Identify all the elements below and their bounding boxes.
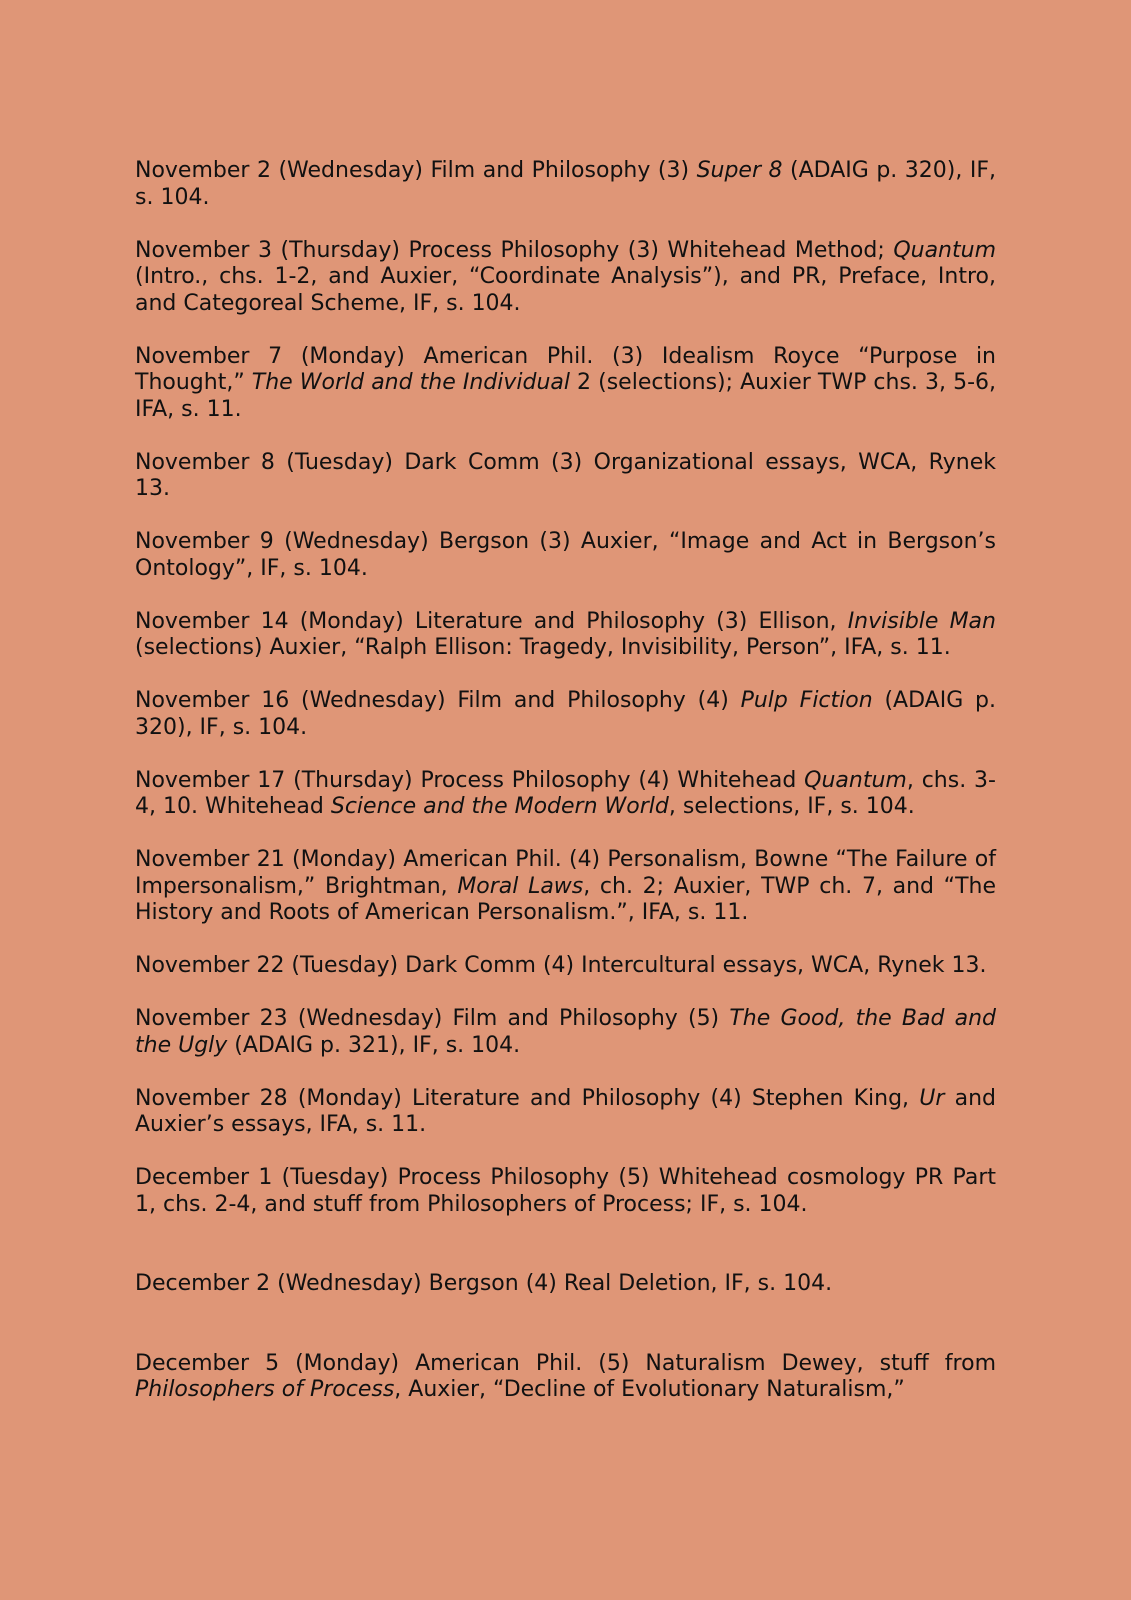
schedule-entry-nov-7: November 7 (Monday) American Phil. (3) Idealism Royce “Purpose in Thought,” The World and the Individual 2 (selections); Auxier TWP chs. 3, 5-6, IFA, s. 11.: [135, 343, 996, 422]
schedule-entry-nov-3: November 3 (Thursday) Process Philosophy (3) Whitehead Method; Quantum (Intro., chs. 1-2, and Auxier, “Coordinate Analysis”), and PR, Preface, Intro, and Categoreal Scheme, IF, s. 104.: [135, 237, 996, 316]
schedule-entry-dec-1: December 1 (Tuesday) Process Philosophy (5) Whitehead cosmology PR Part 1, chs. 2-4, and stuff from Philosophers of Process; IF, s. 104.: [135, 1165, 996, 1217]
schedule-entry-nov-28: November 28 (Monday) Literature and Philosophy (4) Stephen King, Ur and Auxier’s essays, IFA, s. 11.: [135, 1085, 996, 1137]
schedule-entry-nov-2: November 2 (Wednesday) Film and Philosophy (3) Super 8 (ADAIG p. 320), IF, s. 104.: [135, 158, 996, 210]
schedule-entry-nov-16: November 16 (Wednesday) Film and Philosophy (4) Pulp Fiction (ADAIG p. 320), IF, s. 104.: [135, 688, 996, 740]
schedule-entry-nov-17: November 17 (Thursday) Process Philosophy (4) Whitehead Quantum, chs. 3-4, 10. Whitehead Science and the Modern World, selections, IF, s. 104.: [135, 767, 996, 819]
schedule-entry-dec-5: December 5 (Monday) American Phil. (5) Naturalism Dewey, stuff from Philosophers of Process, Auxier, “Decline of Evolutionary Naturalism,”: [135, 1350, 996, 1402]
schedule-entry-nov-14: November 14 (Monday) Literature and Philosophy (3) Ellison, Invisible Man (selections) Auxier, “Ralph Ellison: Tragedy, Invisibility, Person”, IFA, s. 11.: [135, 608, 996, 660]
schedule-entry-dec-2: December 2 (Wednesday) Bergson (4) Real Deletion, IF, s. 104.: [135, 1271, 833, 1296]
schedule-document: [135, 158, 996, 1430]
schedule-entry-nov-21: November 21 (Monday) American Phil. (4) Personalism, Bowne “The Failure of Impersonalism,” Brightman, Moral Laws, ch. 2; Auxier, TWP ch. 7, and “The History and Roots of American Personalism.”, IFA, s. 11.: [135, 847, 996, 925]
schedule-entry-nov-9: November 9 (Wednesday) Bergson (3) Auxier, “Image and Act in Bergson’s Ontology”, IF, s. 104.: [135, 529, 996, 581]
schedule-entry-nov-8: November 8 (Tuesday) Dark Comm (3) Organizational essays, WCA, Rynek 13.: [135, 449, 996, 501]
schedule-entry-nov-22: November 22 (Tuesday) Dark Comm (4) Intercultural essays, WCA, Rynek 13.: [135, 953, 987, 978]
schedule-entry-nov-23: November 23 (Wednesday) Film and Philosophy (5) The Good, the Bad and the Ugly (ADAIG p. 321), IF, s. 104.: [135, 1006, 996, 1058]
